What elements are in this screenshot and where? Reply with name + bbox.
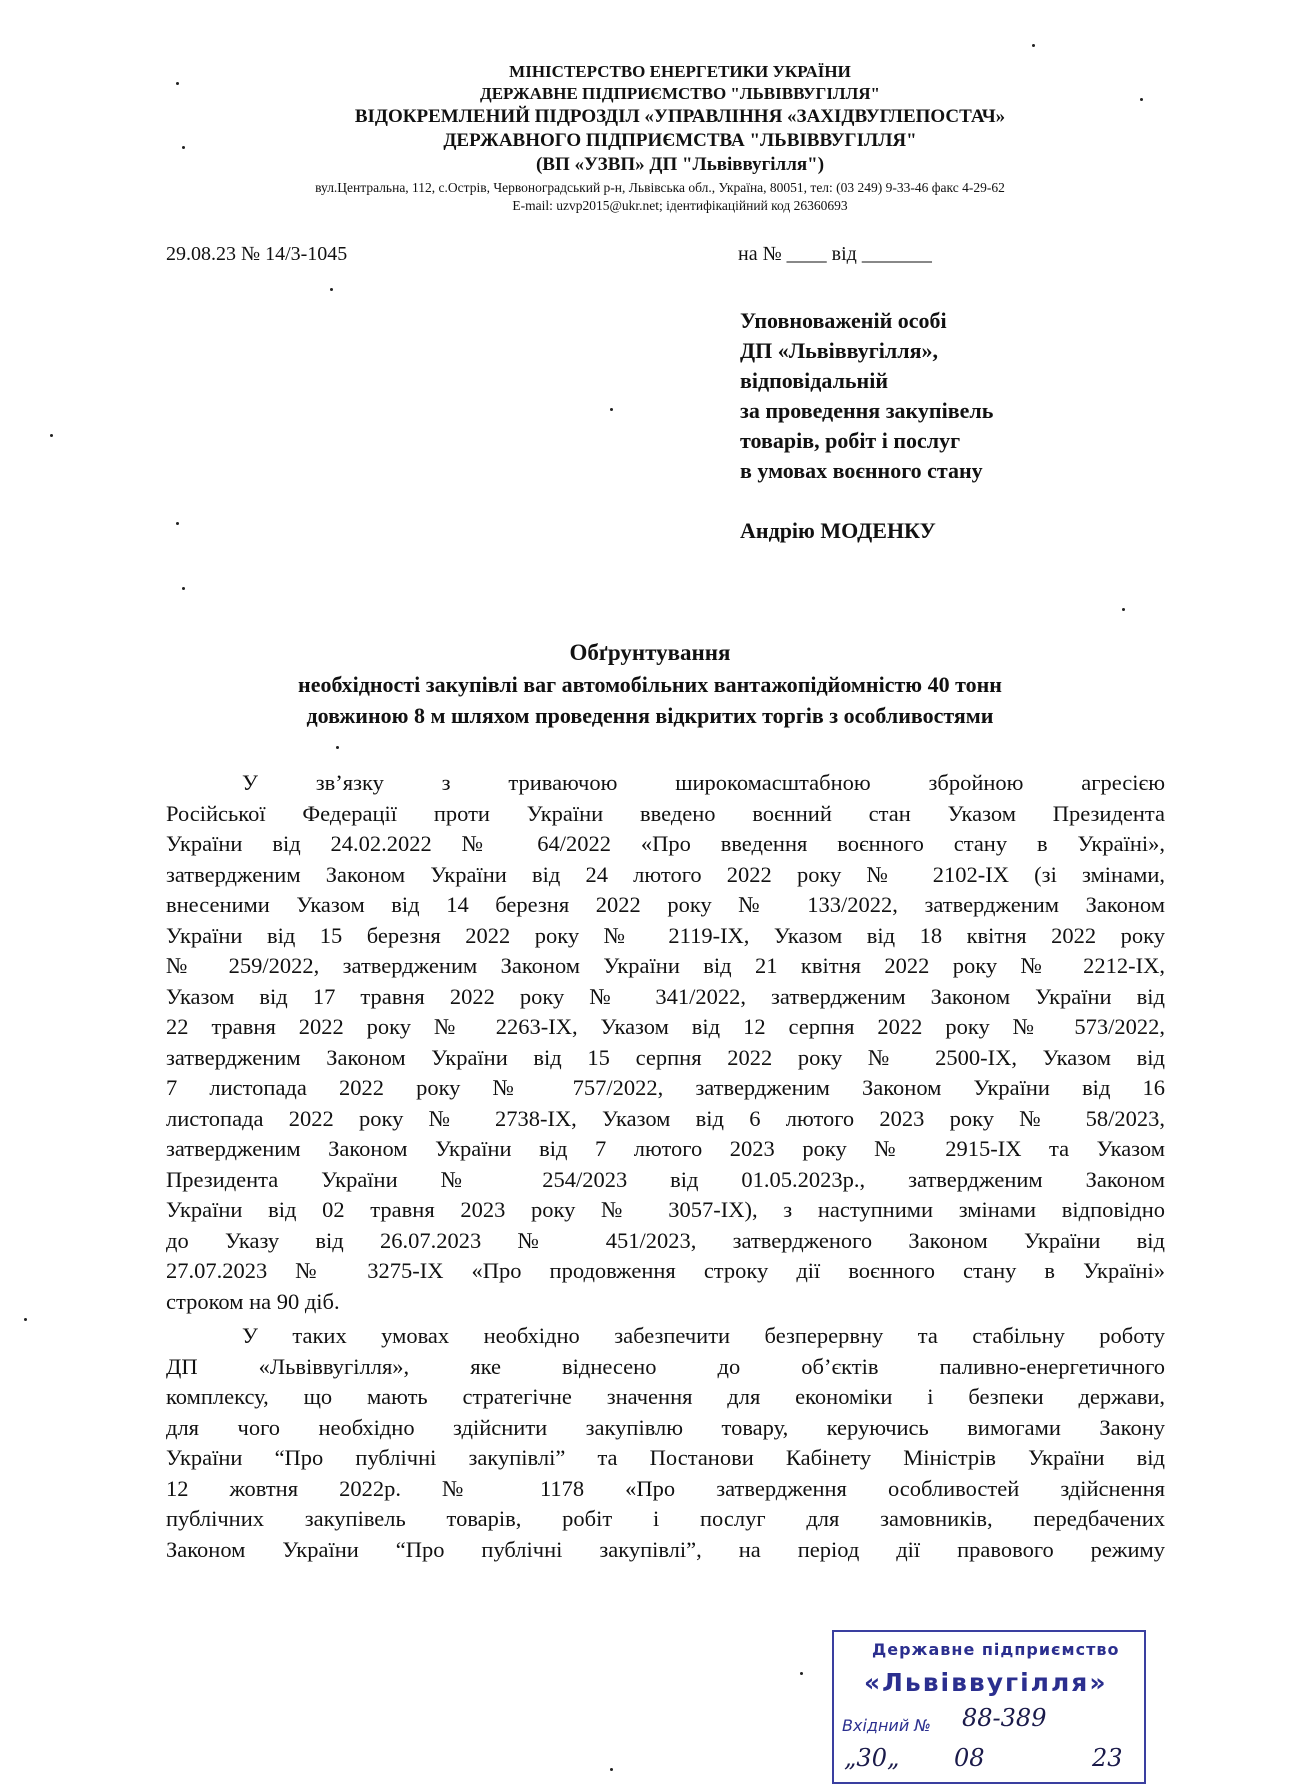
scan-speck bbox=[1122, 608, 1125, 611]
scan-speck bbox=[800, 1672, 803, 1675]
text-line: Президента України № 254/2023 від 01.05.2023р., затвердженим Законом bbox=[166, 1166, 1165, 1192]
text-line: внесеними Указом від 14 березня 2022 року № 133/2022, затвердженим Законом bbox=[166, 892, 1165, 917]
paragraph-2 bbox=[166, 1321, 1165, 1565]
text-line: публічних закупівель товарів, робіт і послуг для замовників, передбачених bbox=[166, 1506, 1165, 1531]
ministry-name: МІНІСТЕРСТВО ЕНЕРГЕТИКИ УКРАЇНИ bbox=[509, 62, 851, 81]
scan-speck bbox=[182, 146, 185, 149]
text-line: У зв’язку з триваючою широкомасштабною збройною агресією bbox=[242, 770, 1165, 795]
addressee-line: відповідальній bbox=[740, 368, 889, 393]
scan-speck bbox=[610, 1768, 613, 1771]
email-line: E-mail: uzvp2015@ukr.net; ідентифікаційний код 26360693 bbox=[512, 198, 848, 213]
text-line: затвердженим Законом України від 24 лютого 2022 року № 2102-IX (зі змінами, bbox=[166, 861, 1165, 887]
stamp-org-name: «Львіввугілля» bbox=[864, 1668, 1108, 1697]
text-line: Законом України “Про публічні закупівлі”, на період дії правового режиму bbox=[166, 1536, 1165, 1562]
scan-speck bbox=[1140, 98, 1143, 101]
division-name-cont: ДЕРЖАВНОГО ПІДПРИЄМСТВА "ЛЬВІВВУГІЛЛЯ" bbox=[443, 130, 917, 151]
document-subtitle-line2: довжиною 8 м шляхом проведення відкритих торгів з особливостями bbox=[306, 703, 994, 728]
division-name: ВІДОКРЕМЛЕНИЙ ПІДРОЗДІЛ «УПРАВЛІННЯ «ЗАХІДВУГЛЕПОСТАЧ» bbox=[354, 106, 1006, 127]
addressee-block bbox=[740, 306, 993, 546]
scan-speck bbox=[1032, 44, 1035, 47]
addressee-name: Андрію МОДЕНКУ bbox=[740, 518, 936, 543]
addressee-line: ДП «Львіввугілля», bbox=[740, 338, 938, 363]
text-line: України від 15 березня 2022 року № 2119-IX, Указом від 18 квітня 2022 року bbox=[166, 922, 1165, 948]
text-line: У таких умовах необхідно забезпечити безперервну та стабільну роботу bbox=[242, 1323, 1165, 1348]
text-line: № 259/2022, затвердженим Законом України від 21 квітня 2022 року № 2212-IX, bbox=[166, 953, 1165, 978]
text-line: до Указу від 26.07.2023 № 451/2023, затвердженого Законом України від bbox=[166, 1227, 1165, 1253]
scan-speck bbox=[24, 1318, 27, 1321]
address-line: вул.Центральна, 112, с.Острів, Червоноградський р-н, Львівська обл., Україна, 80051, тел: (03 249) 9-33-46 факс 4-29-62 bbox=[315, 180, 1005, 195]
outgoing-reference: 29.08.23 № 14/3-1045 bbox=[166, 243, 348, 265]
scan-speck bbox=[176, 522, 179, 525]
registration-stamp bbox=[832, 1630, 1146, 1784]
text-line: 22 травня 2022 року № 2263-IX, Указом від 12 серпня 2022 року № 573/2022, bbox=[166, 1014, 1165, 1039]
scan-speck bbox=[336, 746, 339, 749]
text-line: 7 листопада 2022 року № 757/2022, затвердженим Законом України від 16 bbox=[166, 1075, 1165, 1100]
stamp-incoming-number: 88-389 bbox=[962, 1704, 1047, 1732]
addressee-line: Уповноваженій особі bbox=[740, 308, 947, 333]
enterprise-name: ДЕРЖАВНЕ ПІДПРИЄМСТВО "ЛЬВІВВУГІЛЛЯ" bbox=[480, 84, 880, 103]
stamp-day: „30„ bbox=[844, 1744, 900, 1772]
text-line: України від 24.02.2022 № 64/2022 «Про введення воєнного стану в Україні», bbox=[166, 831, 1165, 856]
incoming-reference: на № ____ від _______ bbox=[738, 243, 932, 265]
text-line: строком на 90 діб. bbox=[166, 1288, 340, 1314]
scan-speck bbox=[182, 587, 185, 590]
scan-speck bbox=[176, 82, 179, 85]
letter-body bbox=[166, 768, 1165, 1565]
text-line: комплексу, що мають стратегічне значення для економіки і безпеки держави, bbox=[166, 1384, 1165, 1409]
scan-speck bbox=[610, 408, 613, 411]
addressee-line: товарів, робіт і послуг bbox=[740, 428, 961, 453]
text-line: затвердженим Законом України від 15 серпня 2022 року № 2500-IX, Указом від bbox=[166, 1044, 1165, 1070]
text-line: України від 02 травня 2023 року № 3057-IX), з наступними змінами відповідно bbox=[166, 1197, 1165, 1222]
paragraph-1 bbox=[166, 768, 1165, 1317]
addressee-line: в умовах воєнного стану bbox=[740, 458, 983, 483]
division-abbrev: (ВП «УЗВП» ДП "Львіввугілля") bbox=[535, 154, 825, 175]
stamp-incoming-label: Вхідний № bbox=[842, 1716, 931, 1735]
stamp-org-type: Державне підприємство bbox=[872, 1640, 1120, 1659]
text-line: листопада 2022 року № 2738-IX, Указом від 6 лютого 2023 року № 58/2023, bbox=[166, 1105, 1165, 1131]
text-line: 27.07.2023 № 3275-IX «Про продовження строку дії воєнного стану в Україні» bbox=[166, 1258, 1165, 1283]
document-subtitle-line1: необхідності закупівлі ваг автомобільних вантажопідйомністю 40 тонн bbox=[298, 672, 1002, 697]
text-line: ДП «Львіввугілля», яке віднесено до об’єктів паливно-енергетичного bbox=[166, 1353, 1165, 1379]
stamp-month: 08 bbox=[954, 1744, 985, 1772]
text-line: Російської Федерації проти України введено воєнний стан Указом Президента bbox=[166, 800, 1165, 826]
text-line: затвердженим Законом України від 7 лютого 2023 року № 2915-IX та Указом bbox=[166, 1136, 1165, 1161]
text-line: 12 жовтня 2022р. № 1178 «Про затвердження особливостей здійснення bbox=[166, 1475, 1165, 1501]
text-line: Указом від 17 травня 2022 року № 341/2022, затвердженим Законом України від bbox=[166, 983, 1165, 1009]
scan-speck bbox=[50, 434, 53, 437]
document-title: Обґрунтування bbox=[569, 640, 731, 665]
text-line: України “Про публічні закупівлі” та Постанови Кабінету Міністрів України від bbox=[166, 1445, 1165, 1470]
scan-speck bbox=[330, 288, 333, 291]
text-line: для чого необхідно здійснити закупівлю товару, керуючись вимогами Закону bbox=[166, 1414, 1165, 1440]
addressee-line: за проведення закупівель bbox=[740, 398, 994, 423]
stamp-year: 23 bbox=[1092, 1744, 1123, 1772]
